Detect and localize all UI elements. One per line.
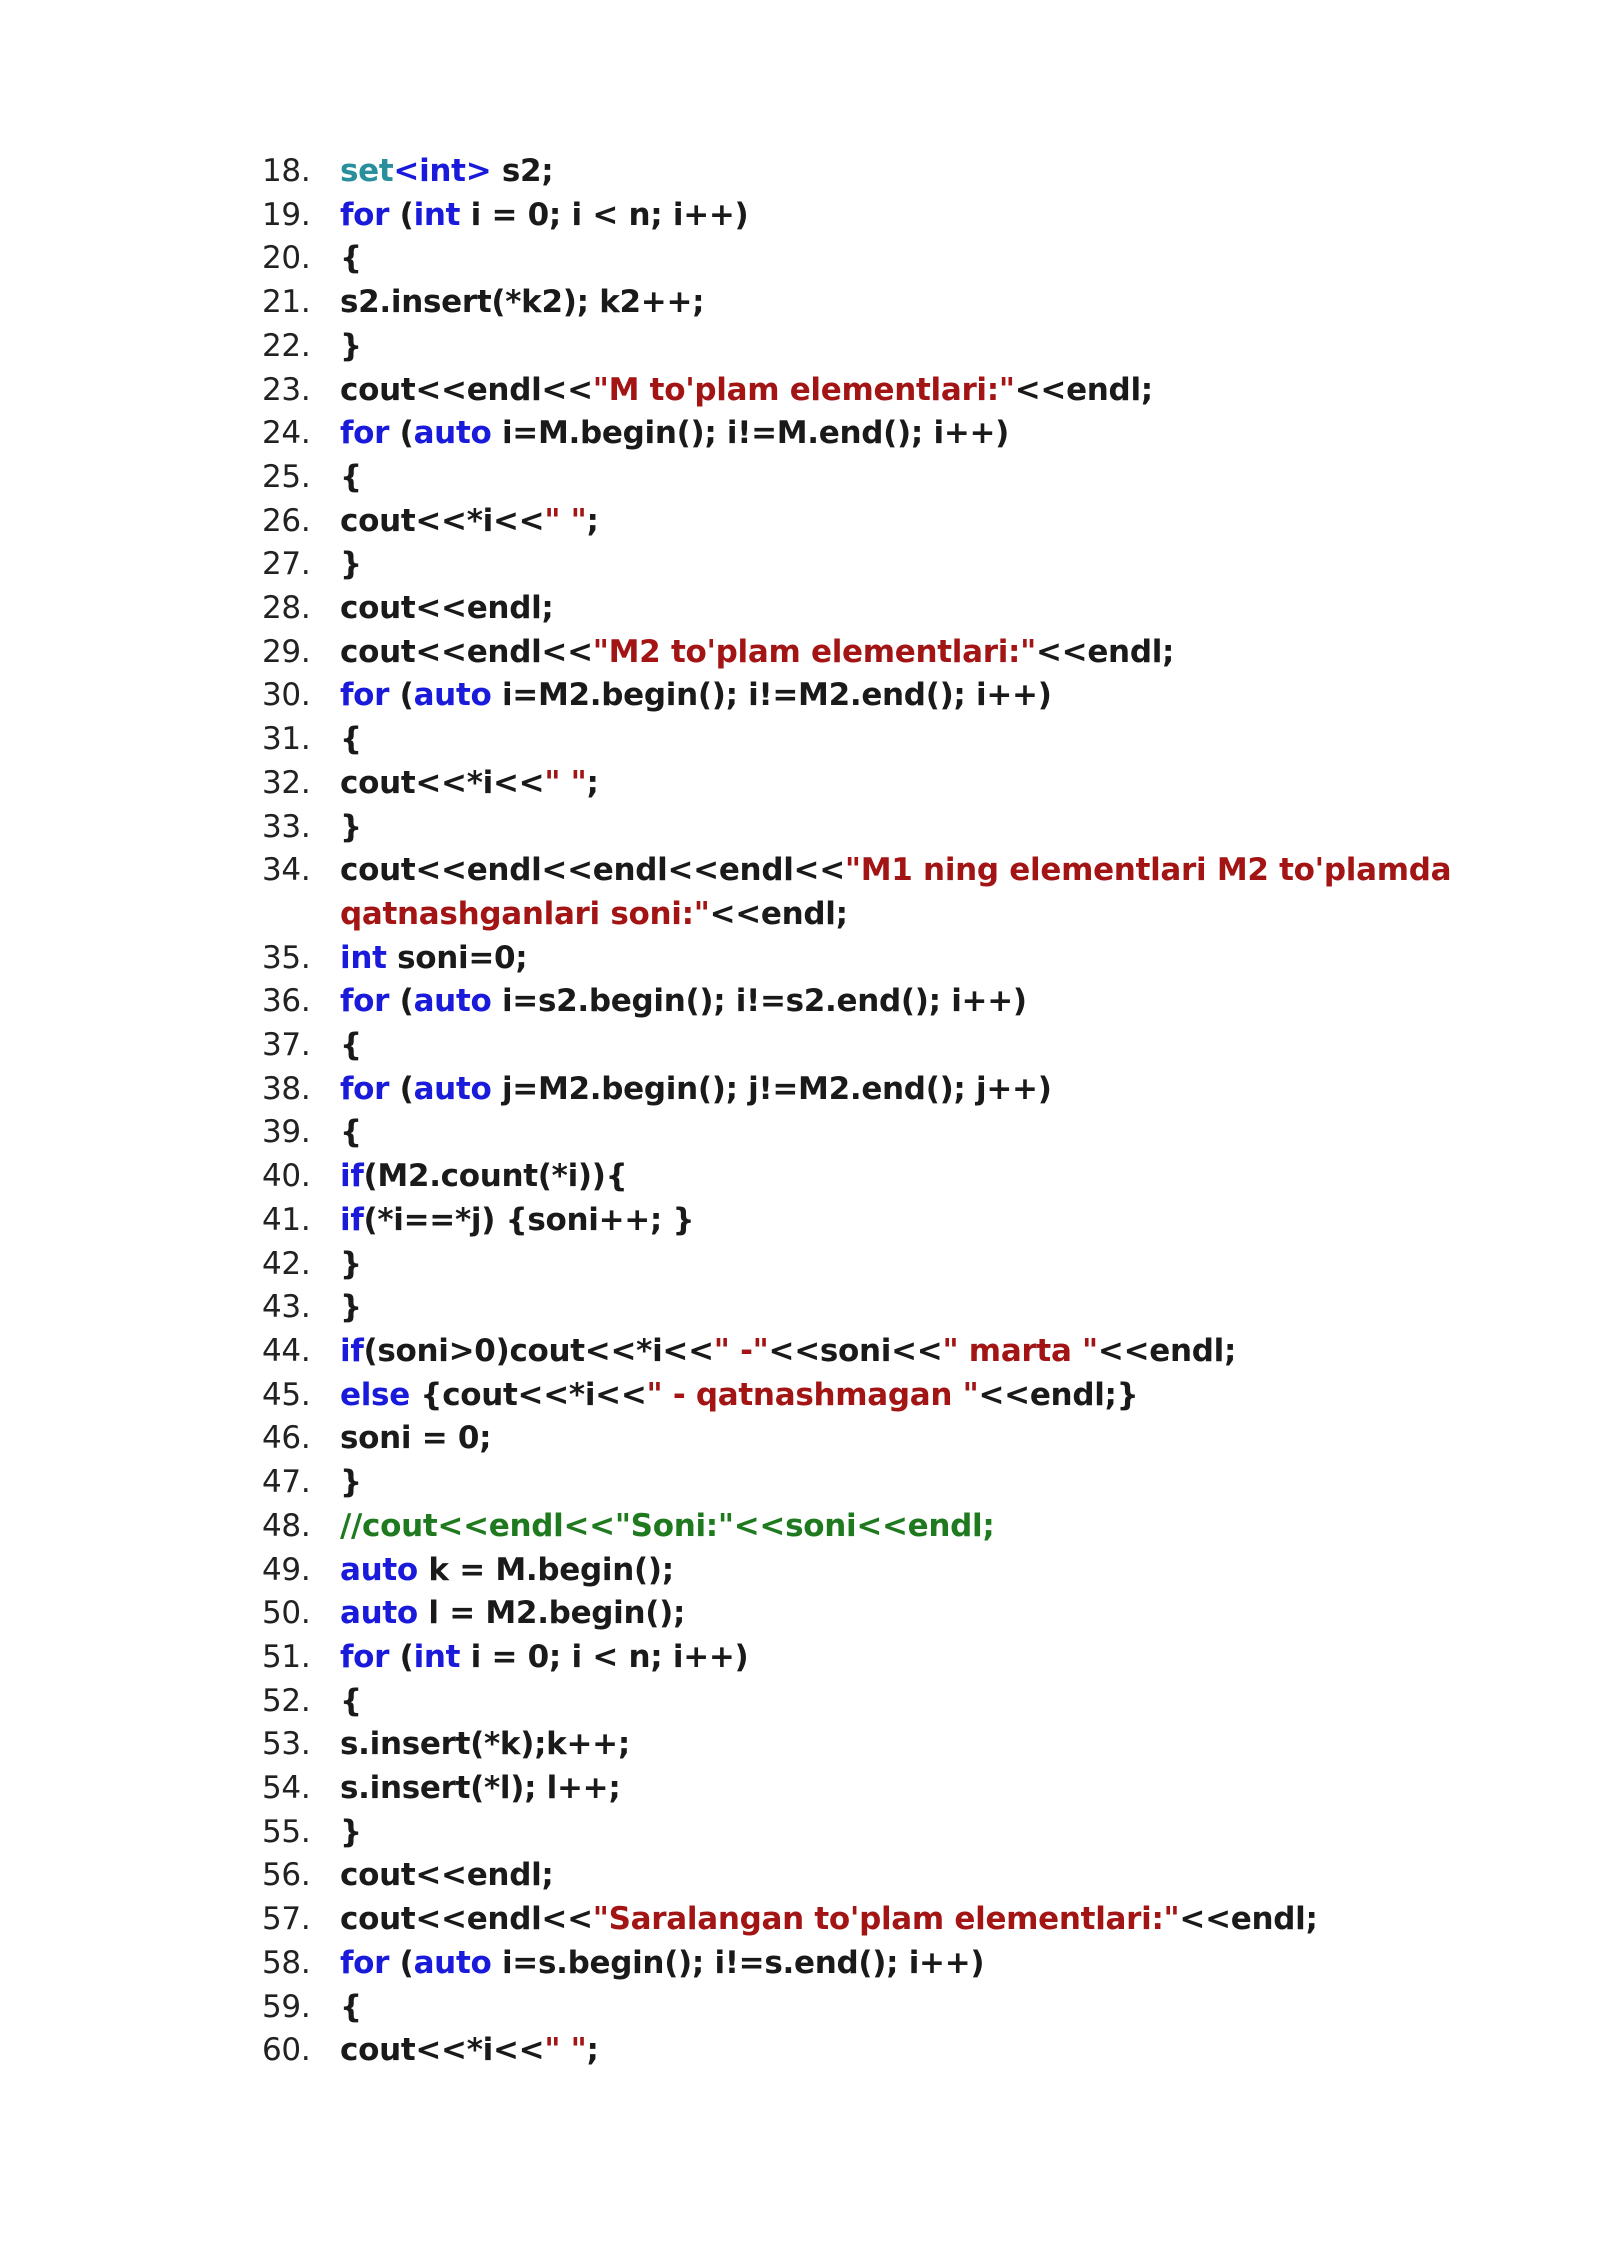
keyword-token: else (340, 1376, 410, 1413)
line-code (340, 1592, 1462, 1636)
line-number: 36. (262, 983, 311, 1020)
string-literal: " marta " (942, 1332, 1098, 1369)
line-code (340, 194, 1462, 238)
line-number: 22. (262, 327, 311, 364)
code-text: cout<<endl<<endl<<endl<< (340, 852, 845, 889)
code-line (262, 1942, 1462, 1986)
keyword-token: if (340, 1201, 364, 1238)
line-code (340, 1680, 1462, 1724)
line-number: 60. (262, 2032, 311, 2069)
keyword-token: for (340, 415, 390, 452)
keyword-token: if (340, 1158, 364, 1195)
line-code (340, 1155, 1462, 1199)
code-line (262, 1374, 1462, 1418)
line-number: 18. (262, 153, 311, 189)
line-number: 50. (262, 1595, 311, 1632)
code-text: <<endl; (709, 895, 848, 932)
code-text: { (340, 1988, 362, 2025)
code-line (262, 893, 1462, 937)
type-token: set (340, 153, 394, 189)
code-text: ( (389, 415, 414, 452)
code-line (262, 1854, 1462, 1898)
keyword-token: auto (413, 1944, 492, 1981)
keyword-token: for (340, 677, 390, 714)
code-text: cout<<endl<< (340, 371, 593, 408)
code-text: <<endl;} (978, 1376, 1139, 1413)
line-number: 31. (262, 721, 311, 758)
line-number: 47. (262, 1464, 311, 1501)
line-number: 44. (262, 1332, 311, 1369)
line-number: 33. (262, 808, 311, 845)
code-text: i=M2.begin(); i!=M2.end(); i++) (491, 677, 1052, 714)
line-code (340, 980, 1462, 1024)
code-text: } (340, 546, 362, 583)
code-line (262, 1898, 1462, 1942)
code-line (262, 1243, 1462, 1287)
line-number: 27. (262, 546, 311, 583)
code-text: ( (389, 196, 414, 233)
code-line (262, 325, 1462, 369)
line-number: 39. (262, 1114, 311, 1151)
line-code (340, 1549, 1462, 1593)
line-code (340, 1811, 1462, 1855)
keyword-token: auto (413, 1070, 492, 1107)
code-line (262, 1592, 1462, 1636)
keyword-token: auto (340, 1551, 418, 1588)
line-number: 41. (262, 1201, 311, 1238)
keyword-token: int (413, 1638, 461, 1675)
line-number: 59. (262, 1988, 311, 2025)
line-code (340, 237, 1462, 281)
line-code (340, 1461, 1462, 1505)
code-text: } (340, 327, 362, 364)
string-literal: " - qatnashmagan " (646, 1376, 979, 1413)
code-text: l = M2.begin(); (417, 1595, 686, 1632)
line-code (340, 893, 1462, 937)
code-text: (soni>0)cout<<*i<< (363, 1332, 714, 1369)
line-number: 56. (262, 1857, 311, 1894)
code-text: } (340, 1289, 362, 1326)
code-text: { (340, 1682, 362, 1719)
code-text: } (340, 1464, 362, 1501)
code-text: ( (389, 677, 414, 714)
line-number: 40. (262, 1158, 311, 1195)
code-line (262, 1723, 1462, 1767)
line-number: 30. (262, 677, 311, 714)
code-text: i=s2.begin(); i!=s2.end(); i++) (491, 983, 1027, 1020)
code-line (262, 1024, 1462, 1068)
code-text: { (340, 1114, 362, 1151)
code-text: i=M.begin(); i!=M.end(); i++) (491, 415, 1010, 452)
code-text: <<endl; (1014, 371, 1153, 408)
line-code (340, 1111, 1462, 1155)
line-code (340, 1243, 1462, 1287)
line-code (340, 1330, 1462, 1374)
line-code (340, 806, 1462, 850)
code-text: { (340, 721, 362, 758)
string-literal: "Saralangan to'plam elementlari:" (592, 1901, 1180, 1938)
code-text: {cout<<*i<< (409, 1376, 647, 1413)
code-text: cout<<*i<< (340, 764, 545, 801)
keyword-token: auto (413, 983, 492, 1020)
string-literal: "M1 ning elementlari M2 to'plamda (844, 852, 1452, 889)
line-code (340, 1767, 1462, 1811)
code-text: cout<<endl<< (340, 1901, 593, 1938)
code-text: } (340, 1245, 362, 1282)
code-line (262, 500, 1462, 544)
string-literal: qatnashganlari soni:" (340, 895, 710, 932)
code-listing (262, 150, 1462, 2073)
code-text: <<endl; (1097, 1332, 1237, 1369)
code-text: <<endl; (1179, 1901, 1318, 1938)
code-line (262, 1155, 1462, 1199)
code-line (262, 281, 1462, 325)
line-number: 21. (262, 284, 311, 321)
line-number: 28. (262, 590, 311, 627)
code-text: { (340, 240, 362, 277)
line-code (340, 1636, 1462, 1680)
line-number: 24. (262, 415, 311, 452)
code-text: { (340, 1027, 362, 1064)
code-text: } (340, 1813, 362, 1850)
code-text: s.insert(*l); l++; (340, 1770, 621, 1807)
line-number: 20. (262, 240, 311, 277)
line-number: 46. (262, 1420, 311, 1457)
code-text: ( (389, 1944, 414, 1981)
keyword-token: auto (413, 677, 492, 714)
code-line (262, 456, 1462, 500)
line-code (340, 1024, 1462, 1068)
keyword-token: auto (413, 415, 492, 452)
code-line (262, 1811, 1462, 1855)
keyword-token: <int> (393, 153, 492, 189)
string-literal: "M2 to'plam elementlari:" (592, 633, 1036, 670)
line-code (340, 369, 1462, 413)
line-code (340, 1417, 1462, 1461)
line-code (340, 762, 1462, 806)
keyword-token: if (340, 1332, 364, 1369)
keyword-token: for (340, 196, 390, 233)
line-code (340, 1374, 1462, 1418)
keyword-token: int (413, 196, 461, 233)
code-line (262, 806, 1462, 850)
code-line (262, 1330, 1462, 1374)
line-number: 37. (262, 1027, 311, 1064)
code-line (262, 543, 1462, 587)
line-code (340, 1898, 1462, 1942)
code-text: s2.insert(*k2); k2++; (340, 284, 705, 321)
code-text: <<endl; (1035, 633, 1175, 670)
code-text: } (340, 808, 362, 845)
string-literal: " " (544, 502, 587, 539)
keyword-token: for (340, 1638, 390, 1675)
line-number: 54. (262, 1770, 311, 1807)
code-line (262, 937, 1462, 981)
line-code (340, 412, 1462, 456)
line-number: 43. (262, 1289, 311, 1326)
line-code (340, 1286, 1462, 1330)
line-number: 35. (262, 939, 311, 976)
code-line (262, 1461, 1462, 1505)
code-text: cout<<endl; (340, 1857, 554, 1894)
line-number: 55. (262, 1813, 311, 1850)
line-number: 23. (262, 371, 311, 408)
line-number: 48. (262, 1507, 311, 1544)
line-number: 58. (262, 1944, 311, 1981)
code-line (262, 1417, 1462, 1461)
line-number: 26. (262, 502, 311, 539)
string-literal: " " (544, 2032, 587, 2069)
line-number: 57. (262, 1901, 311, 1938)
code-text: i=s.begin(); i!=s.end(); i++) (491, 1944, 985, 1981)
code-text: ; (586, 502, 599, 539)
line-code (340, 456, 1462, 500)
line-code (340, 325, 1462, 369)
line-code (340, 1723, 1462, 1767)
line-number: 19. (262, 196, 311, 233)
code-text: ( (389, 983, 414, 1020)
code-line (262, 150, 1462, 194)
code-text: j=M2.begin(); j!=M2.end(); j++) (491, 1070, 1052, 1107)
code-line (262, 237, 1462, 281)
code-line (262, 980, 1462, 1024)
line-number: 38. (262, 1070, 311, 1107)
code-line (262, 412, 1462, 456)
line-number: 45. (262, 1376, 311, 1413)
line-number: 42. (262, 1245, 311, 1282)
code-line (262, 1636, 1462, 1680)
string-literal: " -" (713, 1332, 769, 1369)
code-text: s2; (491, 153, 554, 189)
keyword-token: for (340, 983, 390, 1020)
line-code (340, 937, 1462, 981)
code-line (262, 1111, 1462, 1155)
code-text: (*i==*j) {soni++; } (363, 1201, 695, 1238)
code-text: i = 0; i < n; i++) (460, 196, 749, 233)
code-text: cout<<*i<< (340, 502, 545, 539)
string-literal: " " (544, 764, 587, 801)
code-text: cout<<endl; (340, 590, 554, 627)
line-number: 32. (262, 764, 311, 801)
comment-token: //cout<<endl<<"Soni:"<<soni<<endl; (340, 1507, 995, 1544)
code-text: ( (389, 1070, 414, 1107)
line-code (340, 631, 1462, 675)
line-code (340, 1068, 1462, 1112)
code-text: s.insert(*k);k++; (340, 1726, 630, 1763)
line-code (340, 849, 1462, 893)
code-line (262, 1505, 1462, 1549)
line-code (340, 718, 1462, 762)
line-code (340, 150, 1462, 194)
line-number: 29. (262, 633, 311, 670)
keyword-token: for (340, 1944, 390, 1981)
code-line (262, 631, 1462, 675)
keyword-token: auto (340, 1595, 418, 1632)
line-number: 53. (262, 1726, 311, 1763)
code-text: <<soni<< (768, 1332, 943, 1369)
line-code (340, 674, 1462, 718)
keyword-token: int (340, 939, 387, 976)
code-text: ( (389, 1638, 414, 1675)
code-line (262, 1986, 1462, 2030)
code-text: cout<<endl<< (340, 633, 593, 670)
line-code (340, 1199, 1462, 1243)
string-literal: "M to'plam elementlari:" (592, 371, 1015, 408)
line-number: 51. (262, 1638, 311, 1675)
code-text: k = M.begin(); (417, 1551, 674, 1588)
line-code (340, 1942, 1462, 1986)
keyword-token: for (340, 1070, 390, 1107)
code-text: ; (586, 2032, 599, 2069)
code-text: ; (586, 764, 599, 801)
line-code (340, 1854, 1462, 1898)
line-code (340, 2029, 1462, 2073)
line-number: 49. (262, 1551, 311, 1588)
code-line (262, 1680, 1462, 1724)
line-number: 25. (262, 458, 311, 495)
line-code (340, 587, 1462, 631)
code-line (262, 2029, 1462, 2073)
code-line (262, 587, 1462, 631)
line-code (340, 543, 1462, 587)
code-text: (M2.count(*i)){ (363, 1158, 628, 1195)
line-code (340, 1505, 1462, 1549)
line-code (340, 1986, 1462, 2030)
line-number: 52. (262, 1682, 311, 1719)
code-line (262, 1767, 1462, 1811)
line-number: 34. (262, 852, 311, 889)
code-line (262, 1549, 1462, 1593)
code-text: { (340, 458, 362, 495)
code-line (262, 1068, 1462, 1112)
code-text: i = 0; i < n; i++) (460, 1638, 749, 1675)
code-text: cout<<*i<< (340, 2032, 545, 2069)
line-code (340, 281, 1462, 325)
code-line (262, 674, 1462, 718)
code-text: soni=0; (386, 939, 528, 976)
code-line (262, 718, 1462, 762)
code-line (262, 849, 1462, 893)
code-line (262, 369, 1462, 413)
code-line (262, 194, 1462, 238)
code-line (262, 1286, 1462, 1330)
code-line (262, 762, 1462, 806)
code-text: soni = 0; (340, 1420, 492, 1457)
line-code (340, 500, 1462, 544)
code-line (262, 1199, 1462, 1243)
